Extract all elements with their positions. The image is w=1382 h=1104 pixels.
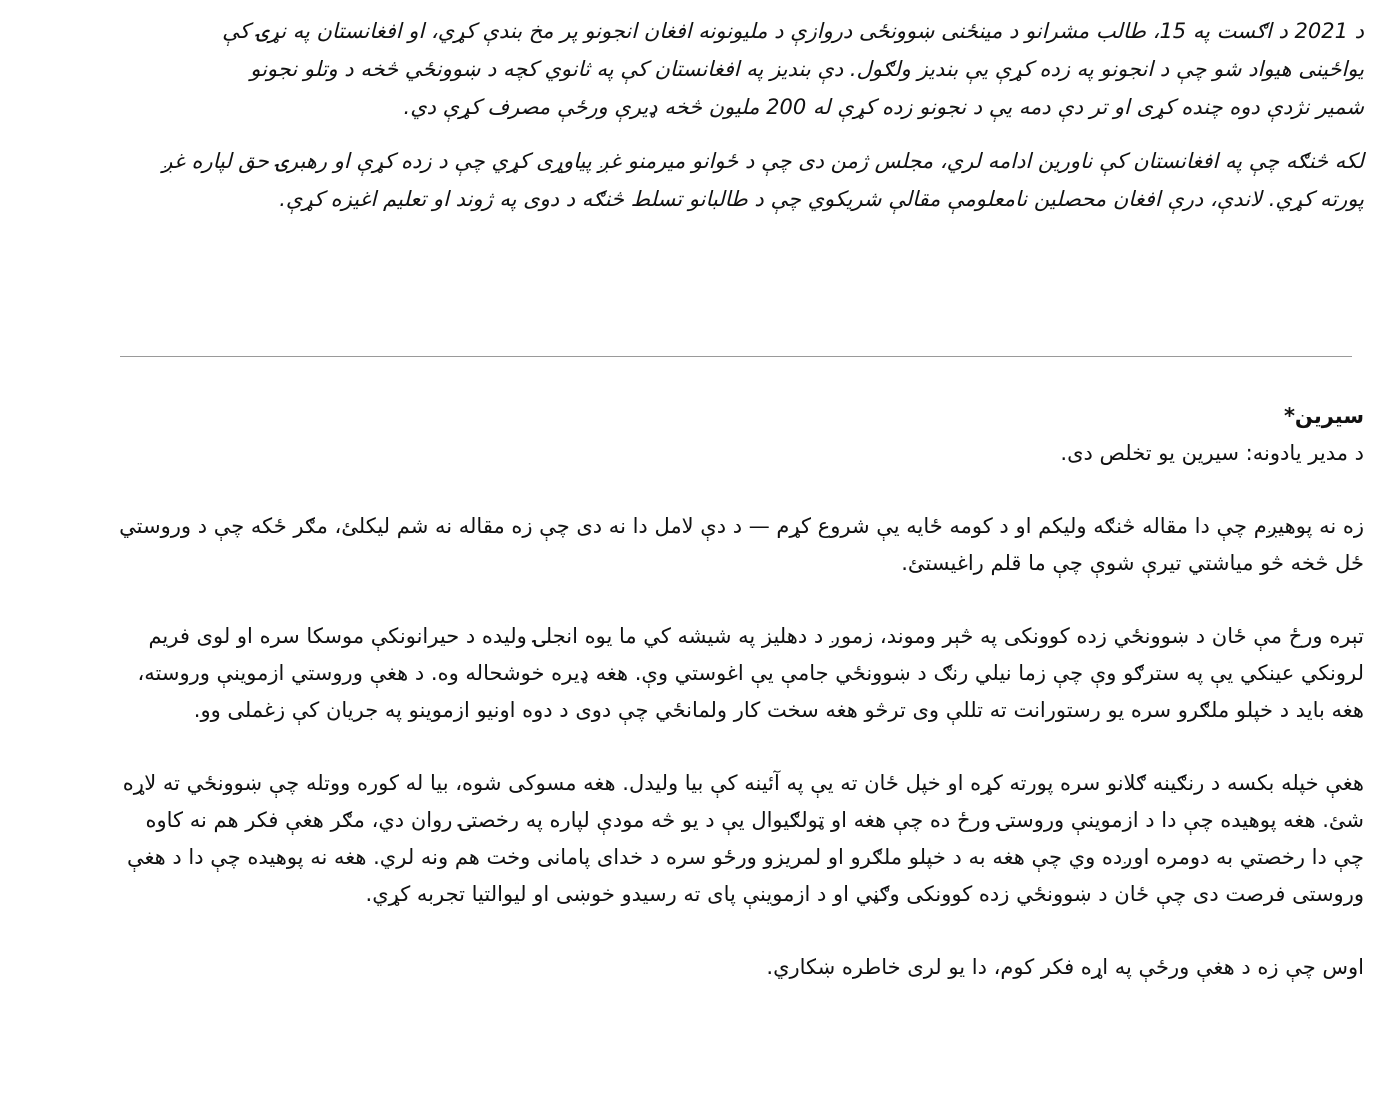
article-section	[114, 398, 1364, 986]
article-paragraph: تېره ورځ مې ځان د ښوونځي زده کوونکی په څېر وموند، زموږ د دهلیز په شیشه کي ما یوه انجلۍ ولیده د حیرانونکې موسکا سره او لوی فریم لرونکي عینکي یې په سترګو وې چې زما نیلي رنګ د ښوونځي جامې یې اغوستي وې. هغه ډیره خوشحاله وه. د هغې وروستي ازموینې وروسته، هغه باید د خپلو ملګرو سره یو رستورانت ته تللې وی ترڅو هغه سخت کار ولمانځي چې دوی د دوه اونیو ازموینو په جریان کې زغملی وو.	[137, 624, 1364, 722]
intro-paragraph-1: د 2021 د اګست په 15، طالب مشرانو د مینځنی ښوونځی دروازې د ملیونونه افغان انجونو پر مخ بندې کړي، او افغانستان په نړۍ کې یواځینی هیواد شو چې د انجونو په زده کړې یې بندیز ولګول. دې بندیز په افغانستان کې په ثانوي کچه د ښوونځي څخه د وتلو نجونو شمیر نژدې دوه چنده کړی او تر دې دمه یې د نجونو زده کړې له 200 ملیون څخه ډیرې ورځې مصرف کړې دي.	[222, 19, 1364, 119]
article-paragraph: هغې خپله بکسه د رنګینه ګلانو سره پورته کړه او خپل ځان ته یې په آئینه کې بیا ولیدل. هغه مسوکی شوه، بیا له کوره ووتله چې ښوونځي ته لاړه شئ. هغه پوهیده چې دا د ازموینې وروستۍ ورځ ده چې هغه او ټولګیوال یې د یو څه مودې لپاره په رخصتۍ روان دي، مګر هغې فکر هم نه کاوه چې دا رخصتي به دومره اوږده وي چې هغه به د خپلو ملګرو او لمریزو ورځو سره د خدای پامانی وخت هم ونه لري. هغه نه پوهیده چې دا د هغې وروستی فرصت دی چې ځان د ښوونځي زده کوونکی وګڼي او د ازموینې پای ته رسیدو خوښی او لیوالتیا تجربه کړي.	[122, 771, 1364, 906]
author-name: سیرین*	[1283, 404, 1364, 428]
section-divider	[120, 356, 1352, 357]
intro-paragraph-2: لکه څنګه چې په افغانستان کې ناورین ادامه لري، مجلس ژمن دی چې د ځوانو میرمنو غږ پیاوړی کړي چې د زده کړې او رهبرۍ حق لپاره غږ پورته کړي. لاندې، درې افغان محصلین نامعلومې مقالې شریکوي چې د طالبانو تسلط څنګه د دوی په ژوند او تعلیم اغیزه کړې.	[162, 149, 1364, 211]
intro-section	[114, 12, 1364, 218]
article-paragraph: زه نه پوهیږم چې دا مقاله څنګه ولیکم او د کومه ځایه یې شروع کړم — د دې لامل دا نه دی چې زه مقاله نه شم لیکلئ، مګر ځکه چې د وروستي ځل څخه څو میاشتي تیرې شوې چې ما قلم راغیستئ.	[119, 514, 1364, 575]
article-paragraph: اوس چې زه د هغې ورځې په اړه فکر کوم، دا یو لری خاطره ښکاري.	[766, 955, 1364, 979]
editor-note: د مدیر یادونه: سیرین یو تخلص دی.	[1060, 441, 1364, 465]
